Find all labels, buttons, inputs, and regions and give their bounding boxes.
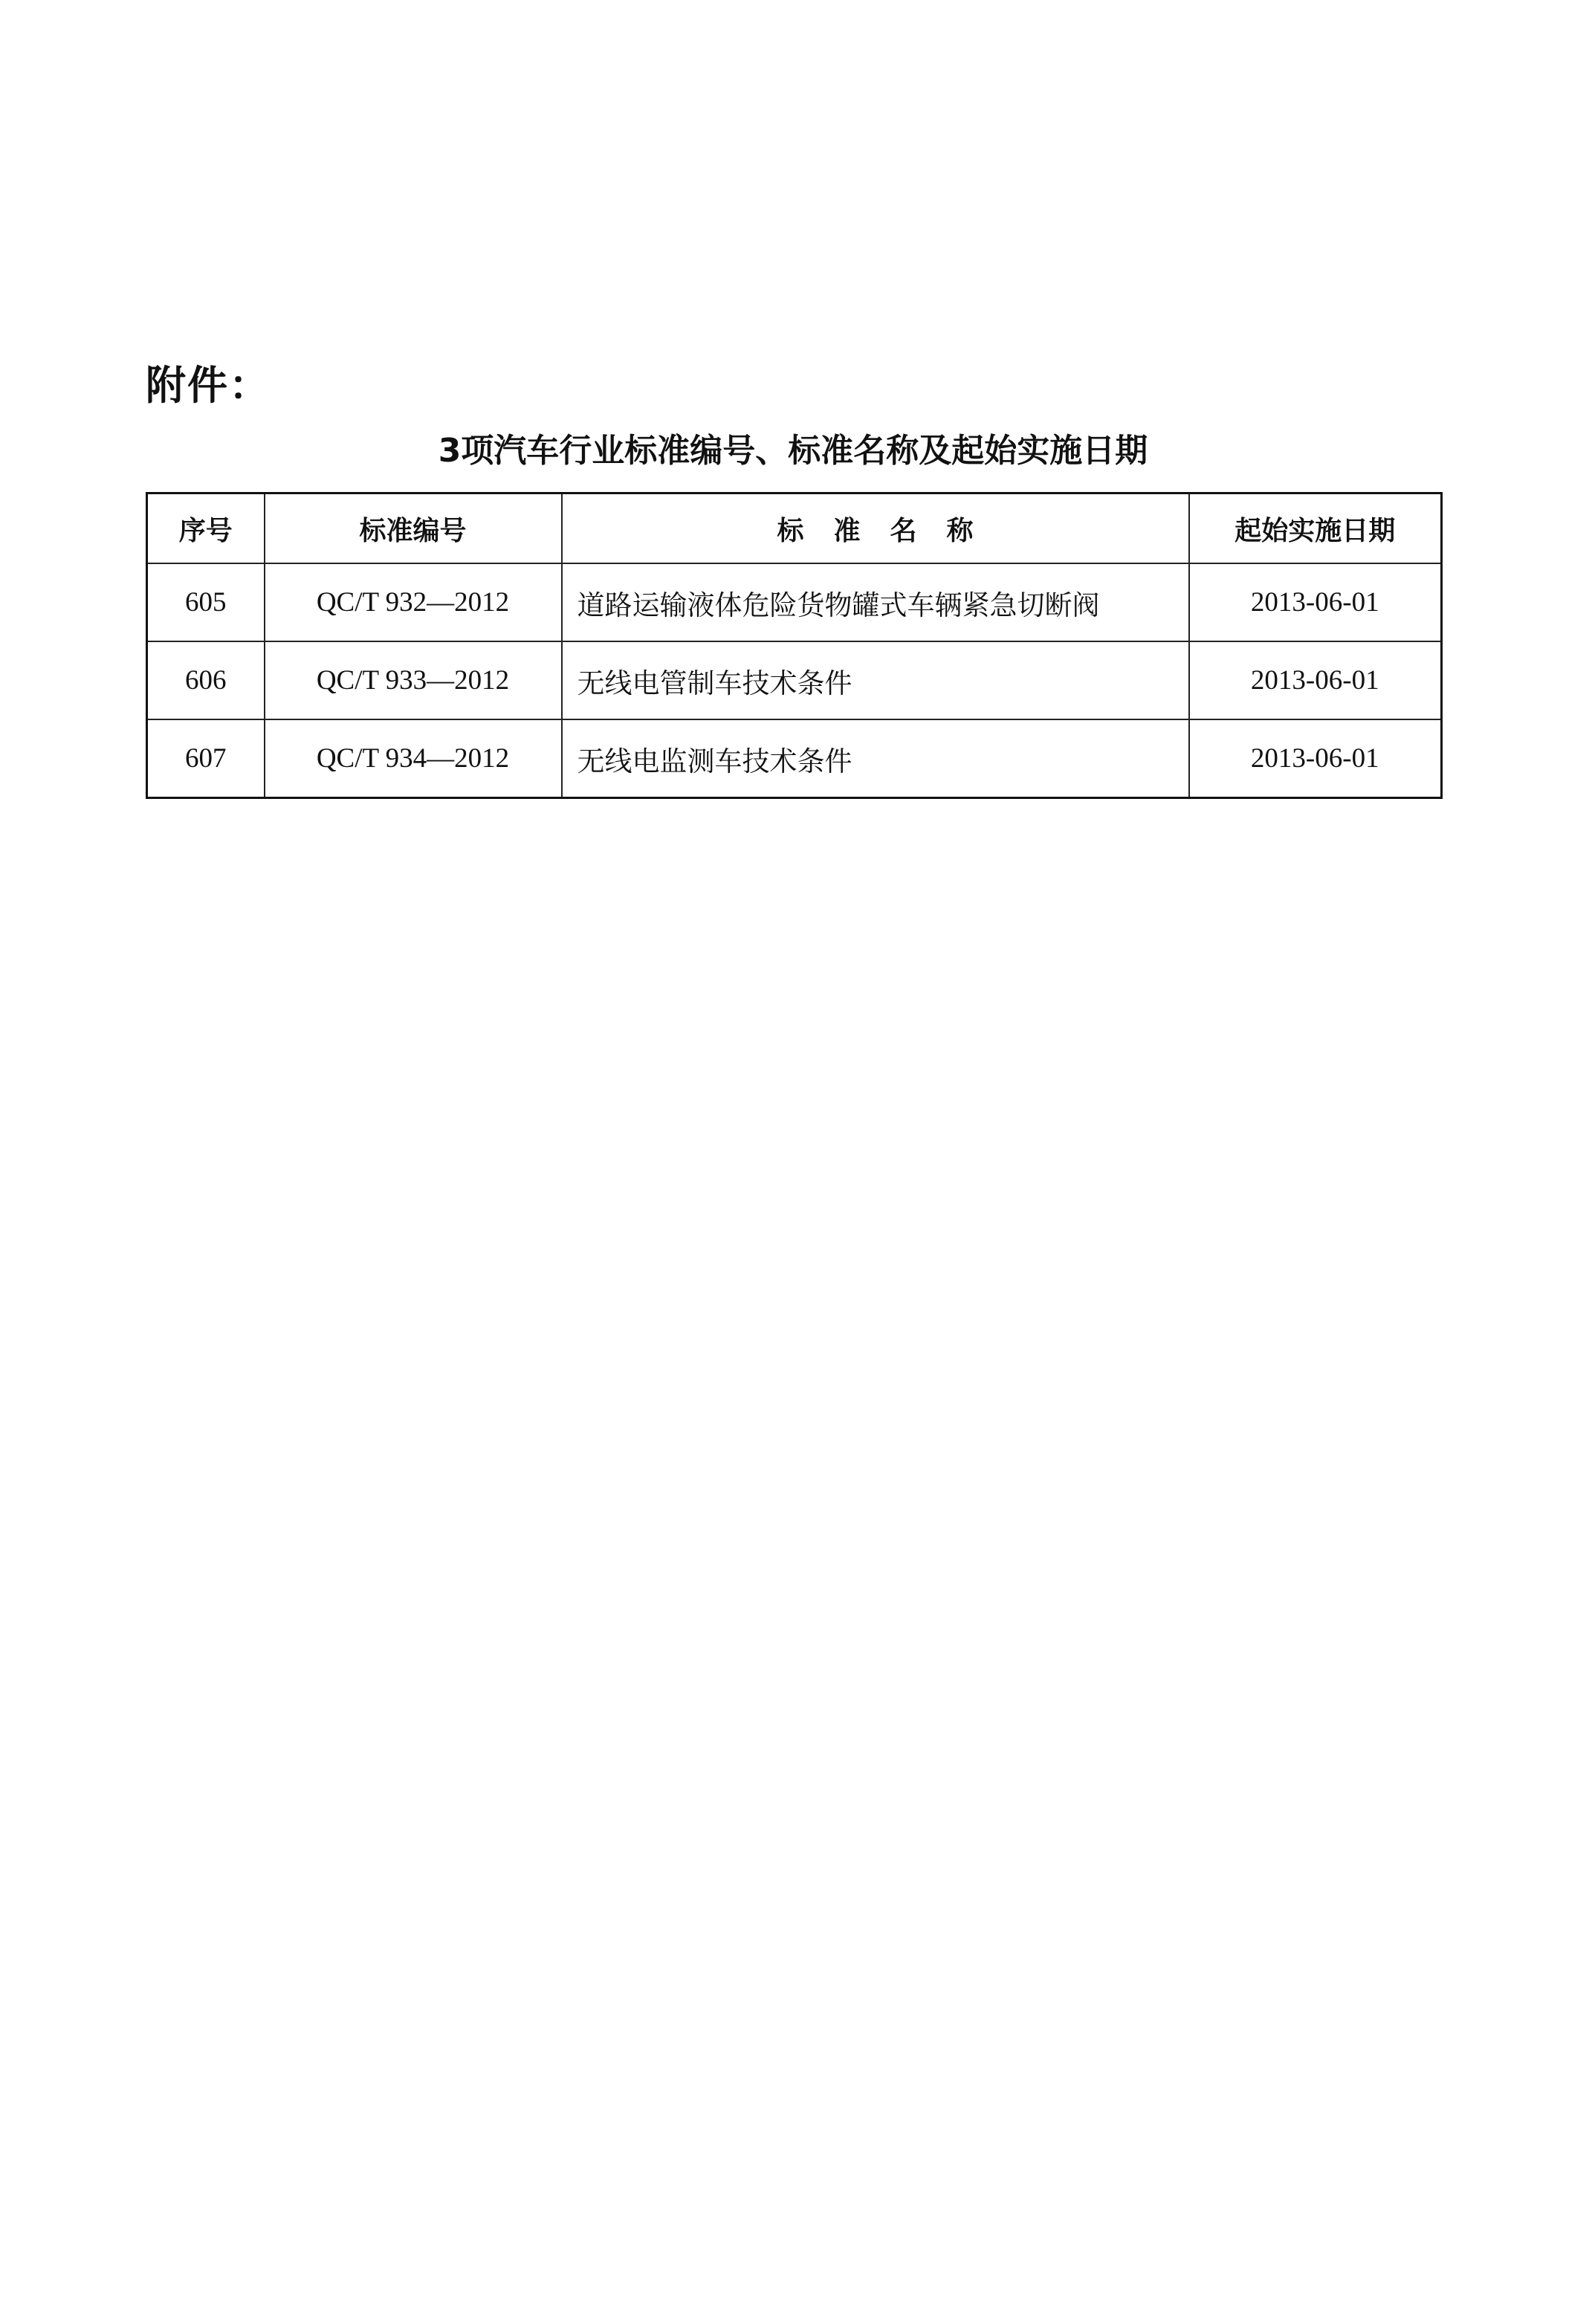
header-code: 标准编号 xyxy=(265,493,562,564)
cell-code: QC/T 932—2012 xyxy=(265,563,562,641)
cell-name: 无线电管制车技术条件 xyxy=(562,641,1189,719)
cell-name: 道路运输液体危险货物罐式车辆紧急切断阀 xyxy=(562,563,1189,641)
cell-code: QC/T 933—2012 xyxy=(265,641,562,719)
cell-code: QC/T 934—2012 xyxy=(265,719,562,798)
table-row xyxy=(147,641,1442,719)
attachment-label: 附件： xyxy=(146,362,271,409)
table-row xyxy=(147,719,1442,798)
header-name: 标准名称 xyxy=(562,493,1189,564)
table-row xyxy=(147,563,1442,641)
cell-date: 2013-06-01 xyxy=(1189,563,1442,641)
cell-seq: 607 xyxy=(147,719,265,798)
header-date: 起始实施日期 xyxy=(1189,493,1442,564)
header-seq: 序号 xyxy=(147,493,265,564)
cell-date: 2013-06-01 xyxy=(1189,719,1442,798)
table-header-row xyxy=(147,493,1442,564)
cell-seq: 605 xyxy=(147,563,265,641)
cell-seq: 606 xyxy=(147,641,265,719)
standards-table xyxy=(146,492,1443,799)
cell-date: 2013-06-01 xyxy=(1189,641,1442,719)
document-title: 3项汽车行业标准编号、标准名称及起始实施日期 xyxy=(438,432,1148,470)
cell-name: 无线电监测车技术条件 xyxy=(562,719,1189,798)
